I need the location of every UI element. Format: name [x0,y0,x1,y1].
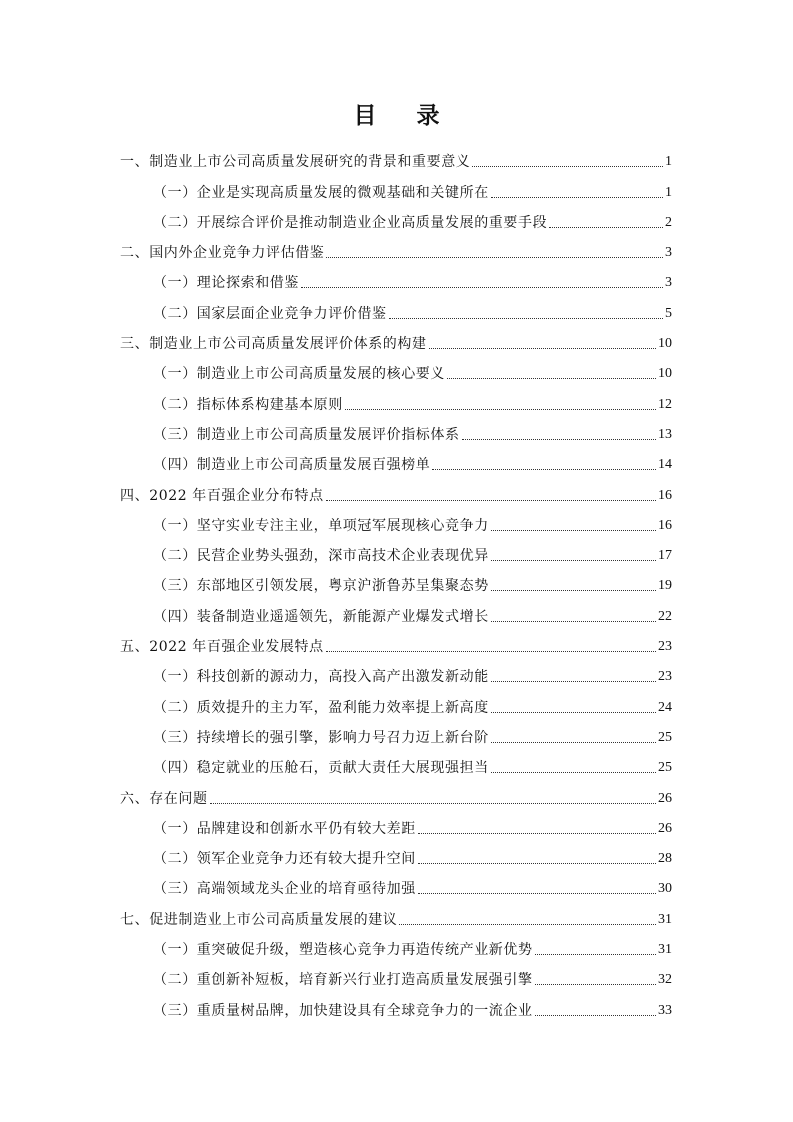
toc-dot-leader [418,833,656,834]
toc-entry-label: （三）重质量树品牌，加快建设具有全球竞争力的一流企业 [153,1002,533,1019]
toc-section-entry[interactable] [120,596,672,626]
toc-dot-leader [418,893,656,894]
toc-page-number: 16 [658,517,672,533]
toc-chapter-entry[interactable] [120,233,672,263]
toc-dot-leader [326,500,656,501]
toc-dot-leader [491,742,656,743]
toc-dot-leader [491,197,663,198]
toc-entry-label: （二）重创新补短板，培育新兴行业打造高质量发展强引擎 [153,972,533,989]
toc-dot-leader [345,409,656,410]
toc-dot-leader [535,1015,656,1016]
toc-chapter-entry[interactable] [120,778,672,808]
toc-section-entry[interactable] [120,687,672,717]
toc-page-number: 19 [658,578,672,594]
toc-page-number: 17 [658,548,672,564]
toc-dot-leader [301,287,663,288]
toc-section-entry[interactable] [120,566,672,596]
toc-entry-label: （三）持续增长的强引擎，影响力号召力迈上新台阶 [153,729,489,746]
toc-entry-label: （一）重突破促升级，塑造核心竞争力再造传统产业新优势 [153,942,533,959]
toc-page-number: 3 [665,275,672,291]
toc-section-entry[interactable] [120,809,672,839]
toc-dot-leader [491,772,656,773]
toc-entry-label: （三）制造业上市公司高质量发展评价指标体系 [153,426,460,443]
toc-page-number: 30 [658,881,672,897]
toc-entry-label: （二）质效提升的主力军，盈利能力效率提上新高度 [153,699,489,716]
toc-dot-leader [326,257,663,258]
toc-entry-label: （二）民营企业势头强劲，深市高技术企业表现优异 [153,548,489,565]
toc-dot-leader [389,318,663,319]
toc-page-number: 31 [658,942,672,958]
toc-entry-label: （一）坚守实业专注主业，单项冠军展现核心竞争力 [153,517,489,534]
toc-section-entry[interactable] [120,930,672,960]
toc-dot-leader [432,469,656,470]
toc-section-entry[interactable] [120,748,672,778]
toc-page-number: 13 [658,426,672,442]
toc-page-number: 26 [658,820,672,836]
toc-chapter-entry[interactable] [120,142,672,172]
toc-page-number: 10 [658,366,672,382]
toc-entry-label: （一）制造业上市公司高质量发展的核心要义 [153,366,445,383]
toc-section-entry[interactable] [120,415,672,445]
toc-chapter-entry[interactable] [120,324,672,354]
toc-entry-label: 一、制造业上市公司高质量发展研究的背景和重要意义 [120,154,471,171]
toc-dot-leader [491,681,656,682]
toc-page-number: 22 [658,608,672,624]
toc-dot-leader [491,621,656,622]
toc-page-number: 31 [658,911,672,927]
toc-entry-label: （一）品牌建设和创新水平仍有较大差距 [153,820,416,837]
toc-section-entry[interactable] [120,354,672,384]
toc-entry-label: 五、2022 年百强企业发展特点 [120,639,324,656]
toc-page-number: 26 [658,790,672,806]
toc-entry-label: （二）领军企业竞争力还有较大提升空间 [153,851,416,868]
toc-entry-label: （二）开展综合评价是推动制造业企业高质量发展的重要手段 [153,214,548,231]
toc-page-number: 24 [658,699,672,715]
toc-dot-leader [491,530,656,531]
toc-entry-label: （一）科技创新的源动力，高投入高产出激发新动能 [153,669,489,686]
toc-section-entry[interactable] [120,869,672,899]
toc-section-entry[interactable] [120,506,672,536]
toc-entry-label: 七、促进制造业上市公司高质量发展的建议 [120,911,398,928]
toc-page-number: 33 [658,1002,672,1018]
toc-dot-leader [429,348,656,349]
toc-section-entry[interactable] [120,536,672,566]
toc-chapter-entry[interactable] [120,475,672,505]
toc-dot-leader [535,984,656,985]
toc-entry-label: （一）理论探索和借鉴 [153,275,299,292]
toc-entry-label: （三）东部地区引领发展，粤京沪浙鲁苏呈集聚态势 [153,578,489,595]
toc-section-entry[interactable] [120,172,672,202]
toc-dot-leader [399,924,656,925]
toc-entry-label: （二）指标体系构建基本原则 [153,396,343,413]
toc-dot-leader [210,803,656,804]
toc-section-entry[interactable] [120,384,672,414]
toc-entry-label: （四）装备制造业遥遥领先，新能源产业爆发式增长 [153,608,489,625]
toc-entry-label: 三、制造业上市公司高质量发展评价体系的构建 [120,336,427,353]
toc-entry-label: （二）国家层面企业竞争力评价借鉴 [153,305,387,322]
toc-chapter-entry[interactable] [120,899,672,929]
toc-page-number: 23 [658,669,672,685]
toc-page-number: 3 [665,245,672,261]
toc-section-entry[interactable] [120,990,672,1020]
toc-section-entry[interactable] [120,263,672,293]
toc-dot-leader [326,651,656,652]
toc-entry-label: （四）制造业上市公司高质量发展百强榜单 [153,457,431,474]
toc-dot-leader [549,227,663,228]
toc-page-number: 14 [658,457,672,473]
toc-section-entry[interactable] [120,657,672,687]
toc-section-entry[interactable] [120,960,672,990]
toc-page-number: 23 [658,639,672,655]
toc-page-number: 32 [658,972,672,988]
toc-page-number: 10 [658,336,672,352]
toc-dot-leader [462,439,656,440]
toc-page-number: 1 [665,184,672,200]
toc-dot-leader [491,590,656,591]
toc-chapter-entry[interactable] [120,627,672,657]
toc-page-number: 25 [658,760,672,776]
toc-dot-leader [491,560,656,561]
toc-section-entry[interactable] [120,445,672,475]
toc-page-number: 1 [665,154,672,170]
toc-list [120,142,672,1021]
toc-entry-label: 四、2022 年百强企业分布特点 [120,487,324,504]
toc-page-number: 2 [665,214,672,230]
toc-page-number: 12 [658,396,672,412]
toc-section-entry[interactable] [120,839,672,869]
toc-dot-leader [535,954,656,955]
toc-section-entry[interactable] [120,718,672,748]
toc-entry-label: 六、存在问题 [120,790,208,807]
toc-entry-label: 二、国内外企业竞争力评估借鉴 [120,245,325,262]
toc-title: 目 录 [353,103,456,129]
toc-section-entry[interactable] [120,203,672,233]
toc-page-number: 5 [665,305,672,321]
toc-section-entry[interactable] [120,293,672,323]
toc-dot-leader [472,166,663,167]
toc-dot-leader [418,863,656,864]
toc-dot-leader [447,378,656,379]
toc-page-number: 16 [658,487,672,503]
toc-dot-leader [491,712,656,713]
toc-entry-label: （四）稳定就业的压舱石，贡献大责任大展现强担当 [153,760,489,777]
toc-page-number: 28 [658,851,672,867]
toc-entry-label: （三）高端领域龙头企业的培育亟待加强 [153,881,416,898]
toc-page-number: 25 [658,729,672,745]
toc-entry-label: （一）企业是实现高质量发展的微观基础和关键所在 [153,184,489,201]
